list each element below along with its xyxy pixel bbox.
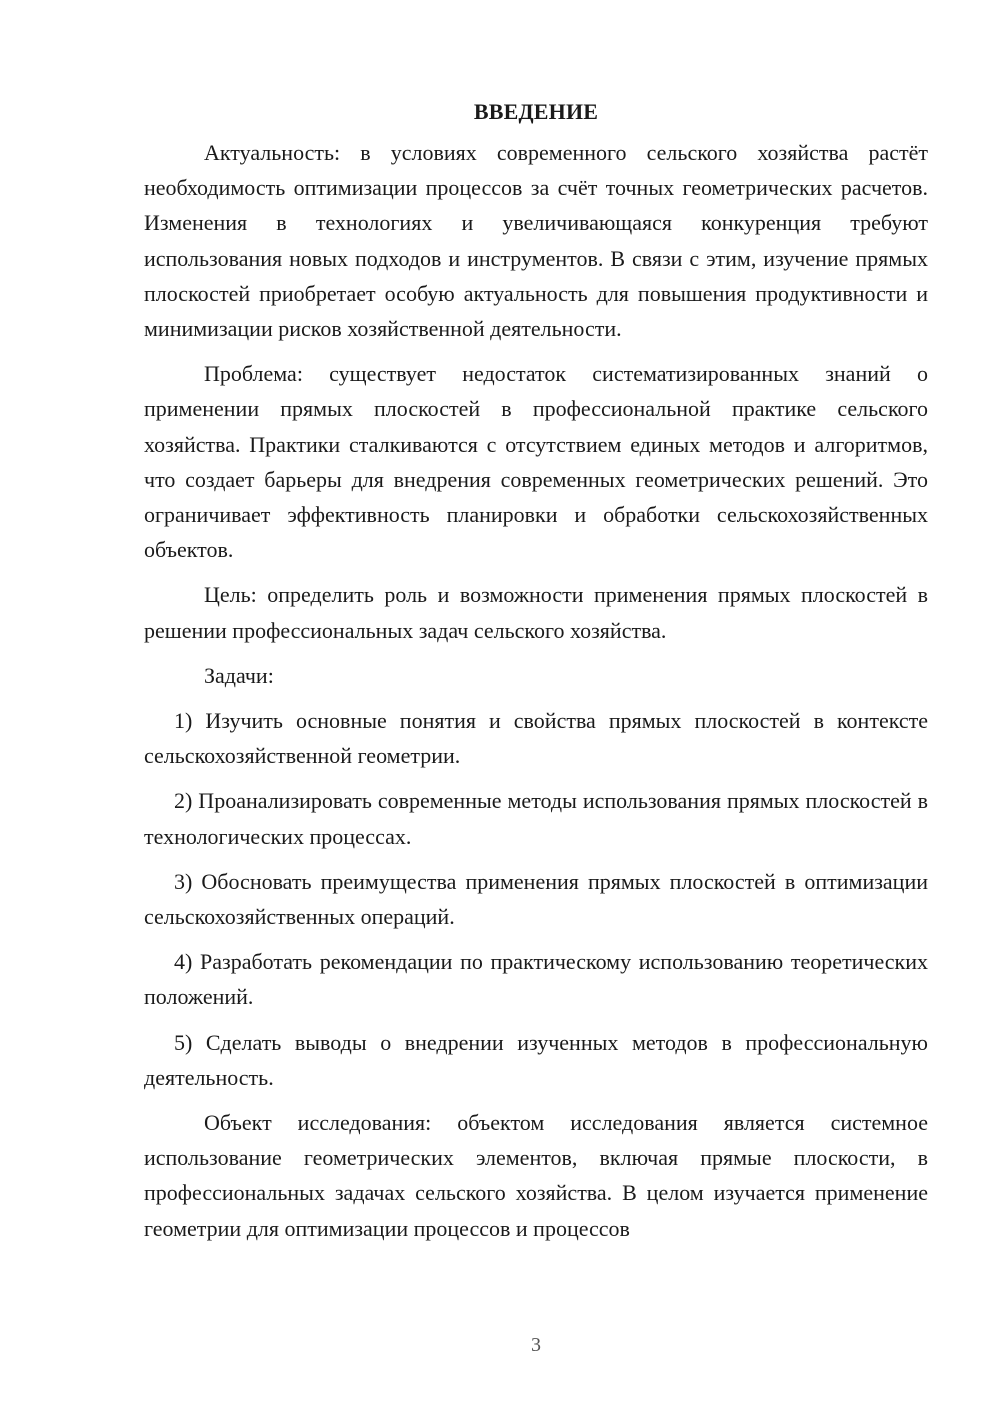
paragraph-problem: Проблема: существует недостаток систематизированных знаний о применении прямых плоскостей в профессиональной практике сельского хозяйства. Практики сталкиваются с отсутствием единых методов и алгоритмов, что создает барьеры для внедрения современных геометрических решений. Это ограничивает эффективность планировки и обработки сельскохозяйственных объектов. — [144, 361, 928, 563]
tasks-label: Задачи: — [204, 662, 274, 688]
paragraph-goal: Цель: определить роль и возможности применения прямых плоскостей в решении профессиональных задач сельского хозяйства. — [144, 582, 928, 643]
section-heading: ВВЕДЕНИЕ — [473, 99, 599, 124]
task-item-5: 5) Сделать выводы о внедрении изученных методов в профессиональную деятельность. — [144, 1029, 928, 1090]
paragraph-relevance: Актуальность: в условиях современного сельского хозяйства растёт необходимость оптимизации процессов за счёт точных геометрических расчетов. Изменения в технологиях и увеличивающаяся конкуренция требуют использования новых подходов и инструментов. В связи с этим, изучение прямых плоскостей приобретает особую актуальность для повышения продуктивности и минимизации рисков хозяйственной деятельности. — [144, 140, 928, 342]
page-content — [144, 94, 928, 1256]
task-item-2: 2) Проанализировать современные методы использования прямых плоскостей в технологических процессах. — [144, 788, 928, 849]
page-number: 3 — [531, 1334, 541, 1356]
task-item-1: 1) Изучить основные понятия и свойства прямых плоскостей в контексте сельскохозяйственной геометрии. — [144, 708, 928, 769]
task-item-4: 4) Разработать рекомендации по практическому использованию теоретических положений. — [144, 949, 928, 1010]
paragraph-object: Объект исследования: объектом исследования является системное использование геометрических элементов, включая прямые плоскости, в профессиональных задачах сельского хозяйства. В целом изучается применение геометрии для оптимизации процессов и процессов — [144, 1110, 928, 1241]
task-item-3: 3) Обосновать преимущества применения прямых плоскостей в оптимизации сельскохозяйственных операций. — [144, 868, 928, 930]
